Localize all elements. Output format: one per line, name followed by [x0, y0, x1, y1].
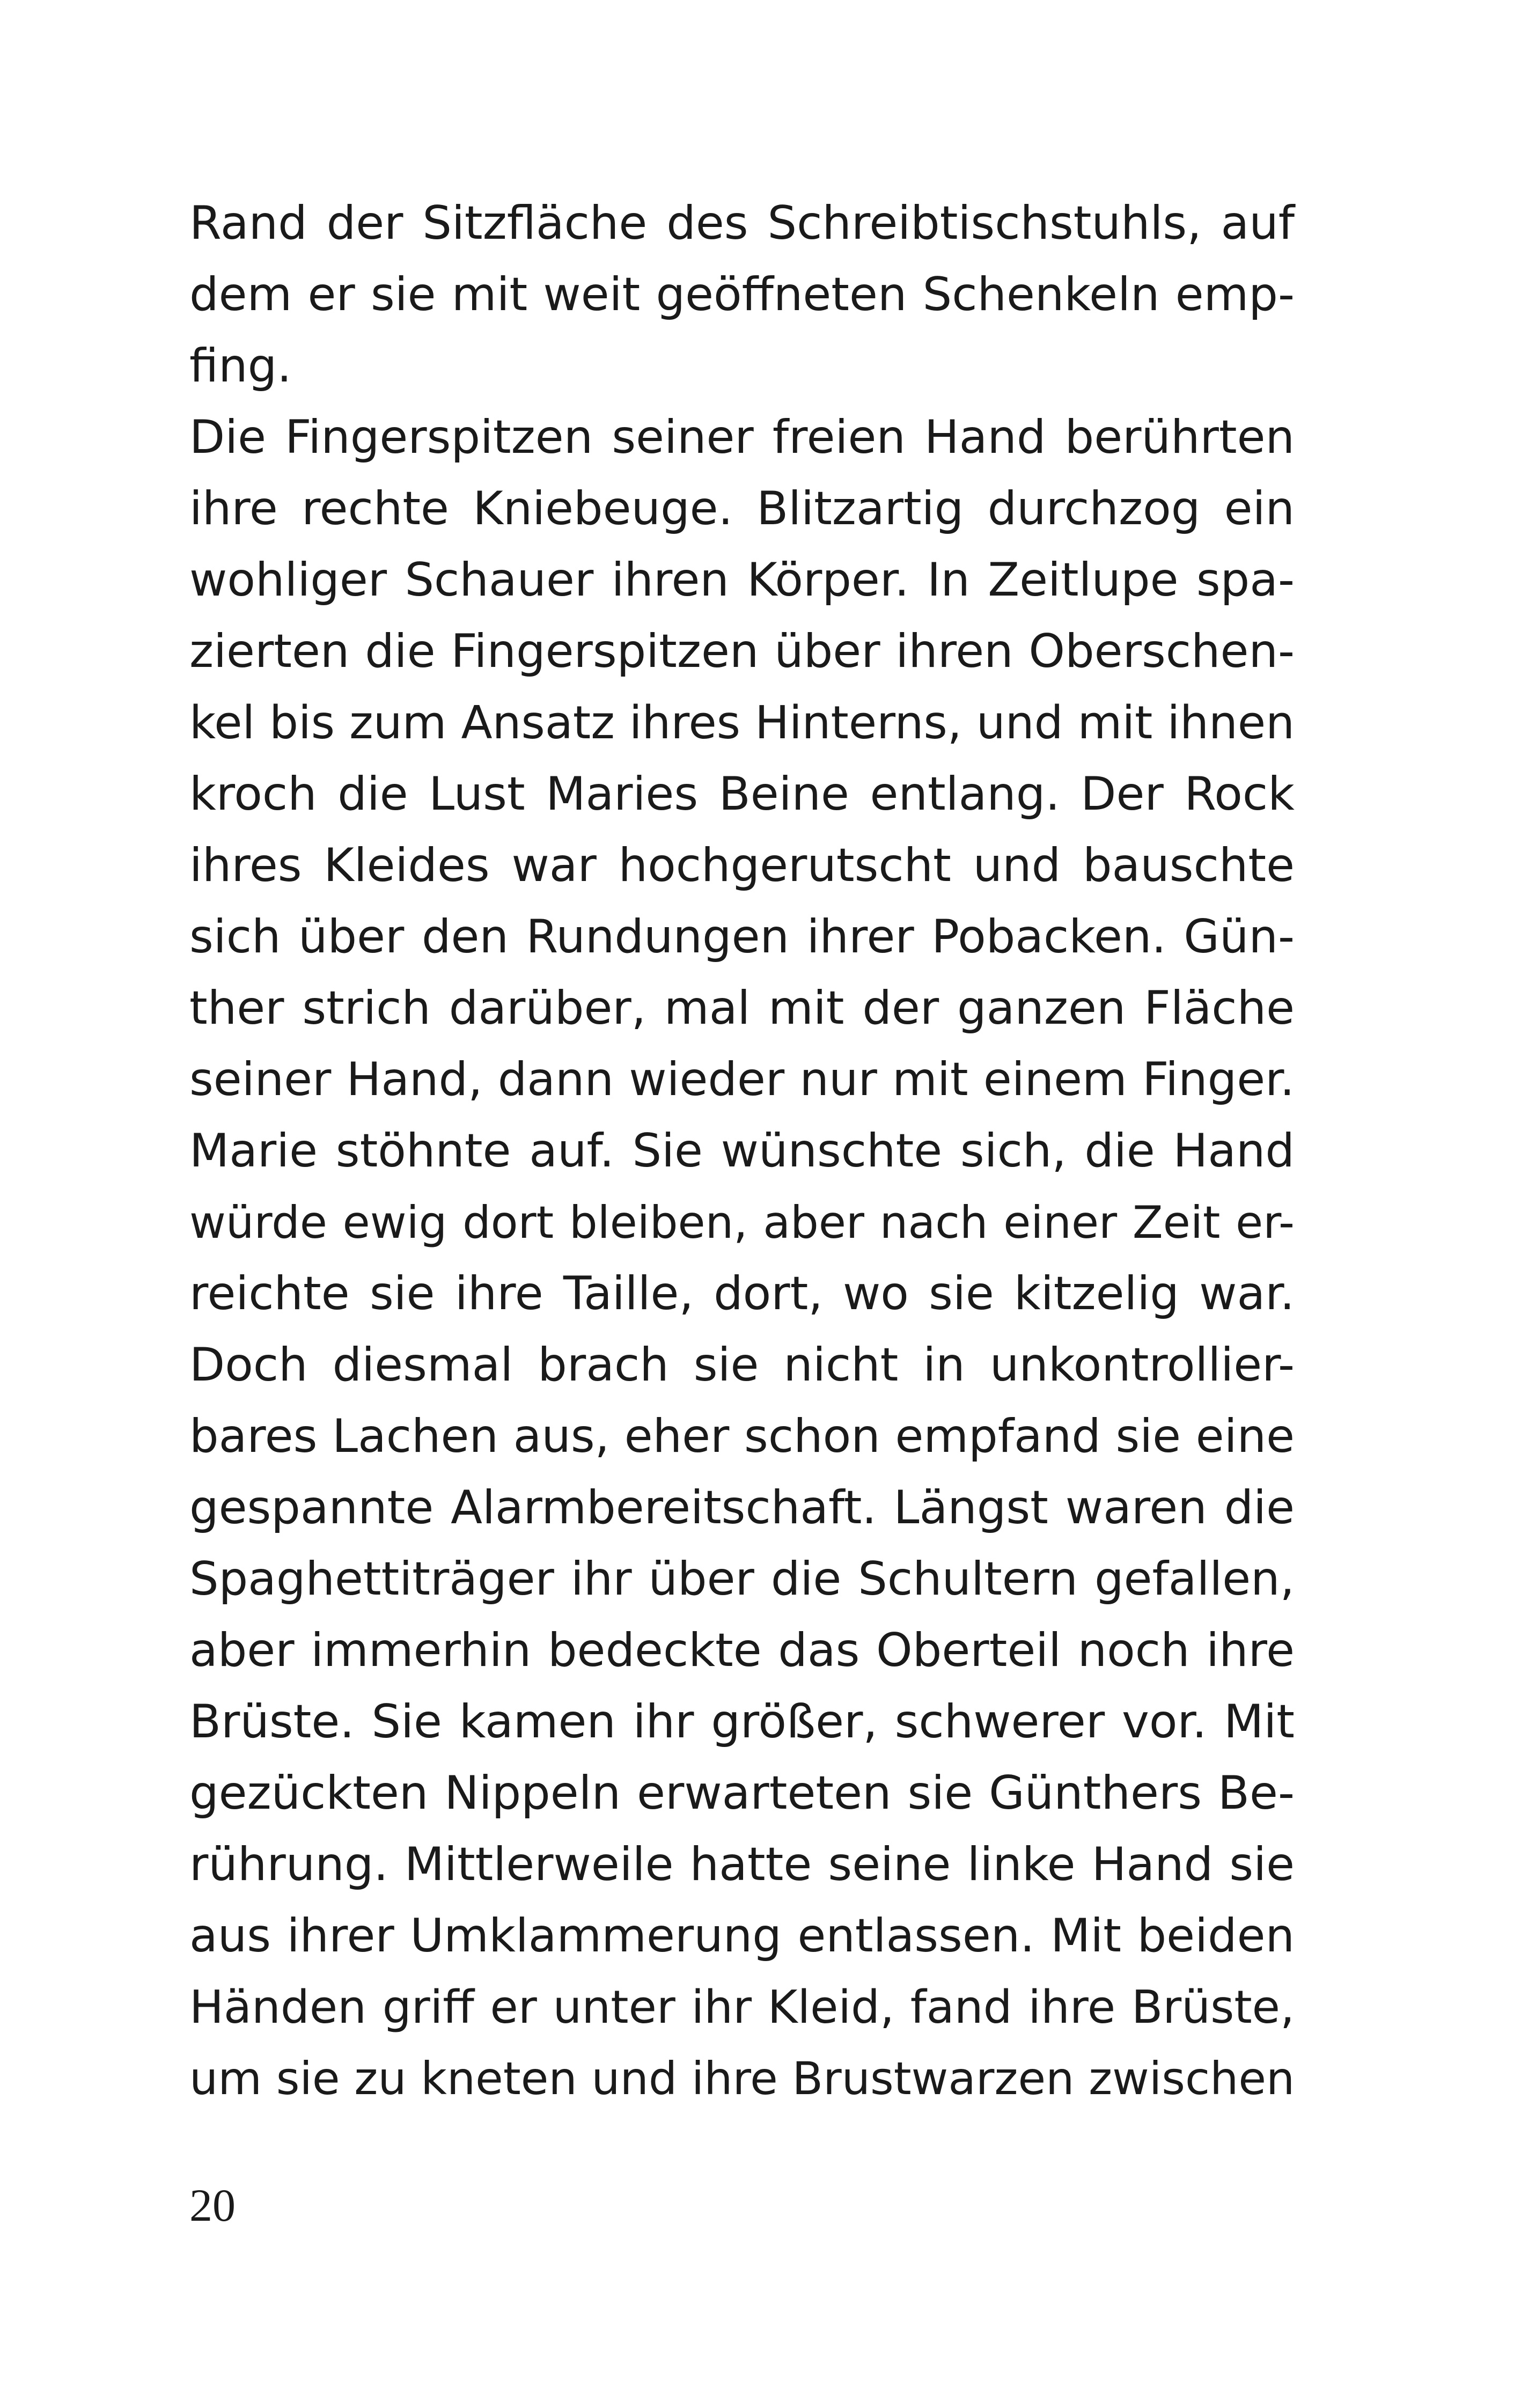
- text-line: Rand der Sitzfläche des Schreibtischstuhls, auf: [189, 196, 1295, 250]
- text-line: seiner Hand, dann wieder nur mit einem Finger.: [189, 1053, 1295, 1106]
- text-line: ihres Kleides war hochgerutscht und bauschte: [189, 839, 1295, 892]
- text-line: Händen griff er unter ihr Kleid, fand ihre Brüste,: [189, 1981, 1295, 2034]
- text-line: sich über den Rundungen ihrer Pobacken. Gün-: [189, 910, 1295, 964]
- text-line: gezückten Nippeln erwarteten sie Günthers Be-: [189, 1766, 1295, 1820]
- text-line: wohliger Schauer ihren Körper. In Zeitlupe spa-: [189, 553, 1295, 607]
- text-line: Spaghettiträger ihr über die Schultern gefallen,: [189, 1552, 1295, 1606]
- text-line: kroch die Lust Maries Beine entlang. Der Rock: [189, 767, 1295, 821]
- text-line: kel bis zum Ansatz ihres Hinterns, und mit ihnen: [189, 696, 1295, 750]
- text-line: Brüste. Sie kamen ihr größer, schwerer vor. Mit: [189, 1695, 1295, 1749]
- text-line: bares Lachen aus, eher schon empfand sie eine: [189, 1409, 1295, 1463]
- text-line: aber immerhin bedeckte das Oberteil noch ihre: [189, 1624, 1295, 1677]
- text-line: würde ewig dort bleiben, aber nach einer Zeit er-: [189, 1196, 1295, 1249]
- text-line: Die Fingerspitzen seiner freien Hand berührten: [189, 410, 1295, 464]
- text-line: fing.: [189, 339, 292, 393]
- text-line: zierten die Fingerspitzen über ihren Oberschen-: [189, 625, 1295, 678]
- text-line: ther strich darüber, mal mit der ganzen Fläche: [189, 981, 1295, 1035]
- text-line: Doch diesmal brach sie nicht in unkontrollier-: [189, 1338, 1295, 1392]
- text-line: ihre rechte Kniebeuge. Blitzartig durchzog ein: [189, 482, 1295, 535]
- body-text: [189, 188, 1295, 2115]
- text-line: Marie stöhnte auf. Sie wünschte sich, die Hand: [189, 1124, 1295, 1178]
- text-line: gespannte Alarmbereitschaft. Längst waren die: [189, 1481, 1295, 1535]
- text-line: um sie zu kneten und ihre Brustwarzen zwischen: [189, 2052, 1295, 2105]
- text-line: rührung. Mittlerweile hatte seine linke Hand sie: [189, 1838, 1295, 1891]
- text-line: aus ihrer Umklammerung entlassen. Mit beiden: [189, 1909, 1295, 1963]
- text-line: reichte sie ihre Taille, dort, wo sie kitzelig war.: [189, 1267, 1295, 1320]
- text-line: dem er sie mit weit geöffneten Schenkeln emp-: [189, 268, 1295, 321]
- page-number: 20: [189, 2179, 236, 2231]
